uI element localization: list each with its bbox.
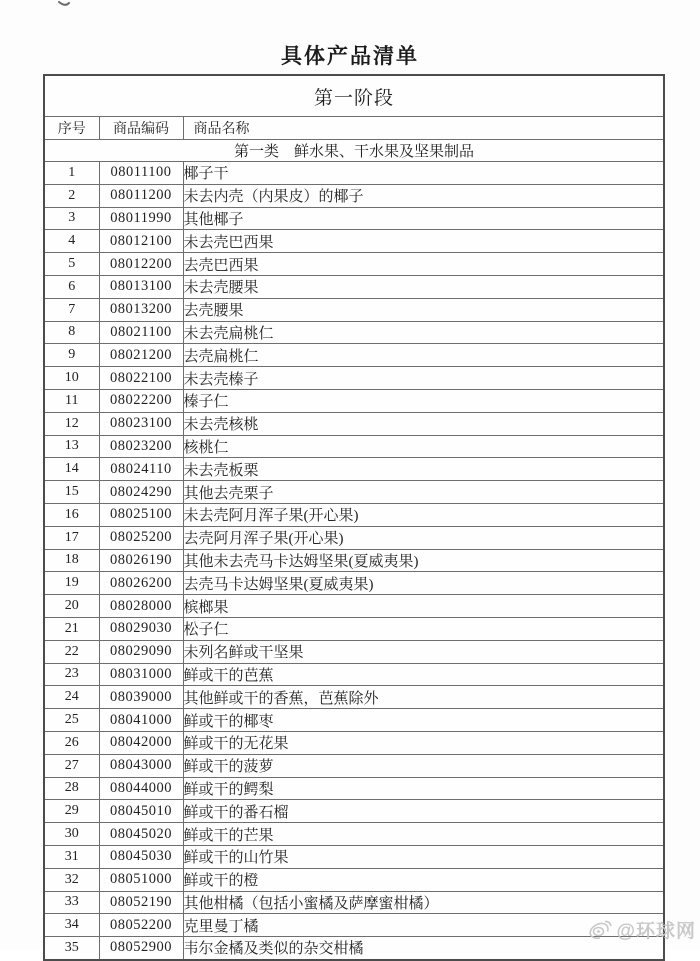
table-row [44, 458, 664, 481]
table-row [44, 823, 664, 846]
row-name-cell: 未去壳榛子 [183, 367, 664, 390]
column-header-row [44, 117, 664, 140]
row-code-cell: 08029030 [99, 617, 183, 640]
table-row [44, 298, 664, 321]
table-row [44, 321, 664, 344]
row-code-cell: 08023100 [99, 412, 183, 435]
row-code-cell: 08012200 [99, 253, 183, 276]
row-seq-cell: 30 [44, 823, 99, 846]
row-code-cell: 08023200 [99, 435, 183, 458]
table-row [44, 914, 664, 937]
row-name-cell: 槟榔果 [183, 595, 664, 618]
table-row [44, 526, 664, 549]
row-code-cell: 08041000 [99, 709, 183, 732]
row-seq-cell: 34 [44, 914, 99, 937]
table-row [44, 549, 664, 572]
row-code-cell: 08052190 [99, 891, 183, 914]
row-name-cell: 未去壳阿月浑子果(开心果) [183, 503, 664, 526]
row-seq-cell: 15 [44, 481, 99, 504]
row-seq-cell: 18 [44, 549, 99, 572]
table-row [44, 572, 664, 595]
row-seq-cell: 20 [44, 595, 99, 618]
row-code-cell: 08026200 [99, 572, 183, 595]
row-name-cell: 鲜或干的山竹果 [183, 845, 664, 868]
row-seq-cell: 14 [44, 458, 99, 481]
row-code-cell: 08028000 [99, 595, 183, 618]
row-seq-cell: 9 [44, 344, 99, 367]
column-header-code: 商品编码 [99, 117, 183, 140]
row-code-cell: 08029090 [99, 640, 183, 663]
row-name-cell: 未去壳扁桃仁 [183, 321, 664, 344]
row-code-cell: 08039000 [99, 686, 183, 709]
row-seq-cell: 31 [44, 845, 99, 868]
row-seq-cell: 2 [44, 184, 99, 207]
table-row [44, 937, 664, 960]
row-seq-cell: 24 [44, 686, 99, 709]
table-row [44, 595, 664, 618]
row-code-cell: 08012100 [99, 230, 183, 253]
row-seq-cell: 8 [44, 321, 99, 344]
column-header-name: 商品名称 [183, 117, 664, 140]
table-row [44, 481, 664, 504]
row-code-cell: 08052200 [99, 914, 183, 937]
row-name-cell: 去壳腰果 [183, 298, 664, 321]
row-name-cell: 其他椰子 [183, 207, 664, 230]
table-row [44, 868, 664, 891]
row-code-cell: 08026190 [99, 549, 183, 572]
phase-header-row [44, 75, 664, 117]
table-row [44, 367, 664, 390]
row-code-cell: 08045010 [99, 800, 183, 823]
row-code-cell: 08021100 [99, 321, 183, 344]
row-seq-cell: 12 [44, 412, 99, 435]
row-seq-cell: 11 [44, 389, 99, 412]
table-row [44, 777, 664, 800]
row-name-cell: 榛子仁 [183, 389, 664, 412]
row-seq-cell: 27 [44, 754, 99, 777]
row-name-cell: 鲜或干的椰枣 [183, 709, 664, 732]
row-name-cell: 鲜或干的番石榴 [183, 800, 664, 823]
row-seq-cell: 13 [44, 435, 99, 458]
row-code-cell: 08052900 [99, 937, 183, 960]
row-name-cell: 未去内壳（内果皮）的椰子 [183, 184, 664, 207]
table-row [44, 617, 664, 640]
table-row [44, 389, 664, 412]
table-row [44, 253, 664, 276]
row-code-cell: 08031000 [99, 663, 183, 686]
table-row [44, 435, 664, 458]
row-code-cell: 08021200 [99, 344, 183, 367]
row-code-cell: 08024110 [99, 458, 183, 481]
row-seq-cell: 35 [44, 937, 99, 960]
row-name-cell: 未去壳板栗 [183, 458, 664, 481]
row-seq-cell: 3 [44, 207, 99, 230]
row-name-cell: 其他柑橘（包括小蜜橘及萨摩蜜柑橘） [183, 891, 664, 914]
table-row [44, 663, 664, 686]
watermark-text: @环球网 [616, 921, 696, 942]
row-seq-cell: 4 [44, 230, 99, 253]
table-row [44, 412, 664, 435]
row-name-cell: 鲜或干的芭蕉 [183, 663, 664, 686]
row-code-cell: 08011100 [99, 162, 183, 185]
row-code-cell: 08044000 [99, 777, 183, 800]
row-code-cell: 08045020 [99, 823, 183, 846]
row-name-cell: 椰子干 [183, 162, 664, 185]
row-seq-cell: 1 [44, 162, 99, 185]
row-name-cell: 未去壳巴西果 [183, 230, 664, 253]
row-name-cell: 去壳扁桃仁 [183, 344, 664, 367]
category-header-row [44, 140, 664, 162]
row-seq-cell: 33 [44, 891, 99, 914]
row-code-cell: 08042000 [99, 731, 183, 754]
row-code-cell: 08022200 [99, 389, 183, 412]
row-code-cell: 08013100 [99, 275, 183, 298]
stray-pen-mark [55, 0, 77, 18]
table-row [44, 709, 664, 732]
product-table [43, 74, 665, 961]
row-name-cell: 核桃仁 [183, 435, 664, 458]
row-name-cell: 韦尔金橘及类似的杂交柑橘 [183, 937, 664, 960]
table-row [44, 184, 664, 207]
row-name-cell: 鲜或干的鳄梨 [183, 777, 664, 800]
page-title: 具体产品清单 [281, 45, 419, 68]
row-name-cell: 克里曼丁橘 [183, 914, 664, 937]
row-code-cell: 08045030 [99, 845, 183, 868]
table-row [44, 275, 664, 298]
phase-header: 第一阶段 [44, 75, 664, 117]
row-seq-cell: 32 [44, 868, 99, 891]
row-name-cell: 去壳巴西果 [183, 253, 664, 276]
table-row [44, 891, 664, 914]
table-row [44, 754, 664, 777]
category-header: 第一类 鲜水果、干水果及坚果制品 [44, 140, 664, 162]
row-name-cell: 未列名鲜或干坚果 [183, 640, 664, 663]
row-seq-cell: 29 [44, 800, 99, 823]
table-body [44, 162, 664, 960]
row-code-cell: 08024290 [99, 481, 183, 504]
row-code-cell: 08011200 [99, 184, 183, 207]
row-name-cell: 松子仁 [183, 617, 664, 640]
watermark [587, 916, 696, 943]
column-header-seq: 序号 [44, 117, 99, 140]
row-name-cell: 鲜或干的芒果 [183, 823, 664, 846]
row-code-cell: 08051000 [99, 868, 183, 891]
table-row [44, 640, 664, 663]
row-seq-cell: 5 [44, 253, 99, 276]
row-seq-cell: 7 [44, 298, 99, 321]
row-seq-cell: 17 [44, 526, 99, 549]
row-seq-cell: 16 [44, 503, 99, 526]
table-row [44, 731, 664, 754]
row-seq-cell: 10 [44, 367, 99, 390]
row-seq-cell: 25 [44, 709, 99, 732]
row-name-cell: 去壳阿月浑子果(开心果) [183, 526, 664, 549]
table-row [44, 845, 664, 868]
row-name-cell: 未去壳腰果 [183, 275, 664, 298]
row-seq-cell: 28 [44, 777, 99, 800]
row-code-cell: 08022100 [99, 367, 183, 390]
row-name-cell: 其他去壳栗子 [183, 481, 664, 504]
row-code-cell: 08013200 [99, 298, 183, 321]
row-seq-cell: 23 [44, 663, 99, 686]
row-name-cell: 鲜或干的菠萝 [183, 754, 664, 777]
row-seq-cell: 22 [44, 640, 99, 663]
row-seq-cell: 19 [44, 572, 99, 595]
row-name-cell: 其他未去壳马卡达姆坚果(夏威夷果) [183, 549, 664, 572]
table-row [44, 503, 664, 526]
row-code-cell: 08025100 [99, 503, 183, 526]
row-name-cell: 其他鲜或干的香蕉，芭蕉除外 [183, 686, 664, 709]
table-row [44, 162, 664, 185]
table-row [44, 686, 664, 709]
table-row [44, 800, 664, 823]
row-name-cell: 鲜或干的橙 [183, 868, 664, 891]
row-code-cell: 08043000 [99, 754, 183, 777]
weibo-logo-icon [587, 918, 613, 942]
row-code-cell: 08011990 [99, 207, 183, 230]
table-row [44, 207, 664, 230]
row-name-cell: 未去壳核桃 [183, 412, 664, 435]
row-seq-cell: 26 [44, 731, 99, 754]
table-row [44, 230, 664, 253]
row-seq-cell: 21 [44, 617, 99, 640]
row-seq-cell: 6 [44, 275, 99, 298]
table-row [44, 344, 664, 367]
row-code-cell: 08025200 [99, 526, 183, 549]
row-name-cell: 去壳马卡达姆坚果(夏威夷果) [183, 572, 664, 595]
row-name-cell: 鲜或干的无花果 [183, 731, 664, 754]
